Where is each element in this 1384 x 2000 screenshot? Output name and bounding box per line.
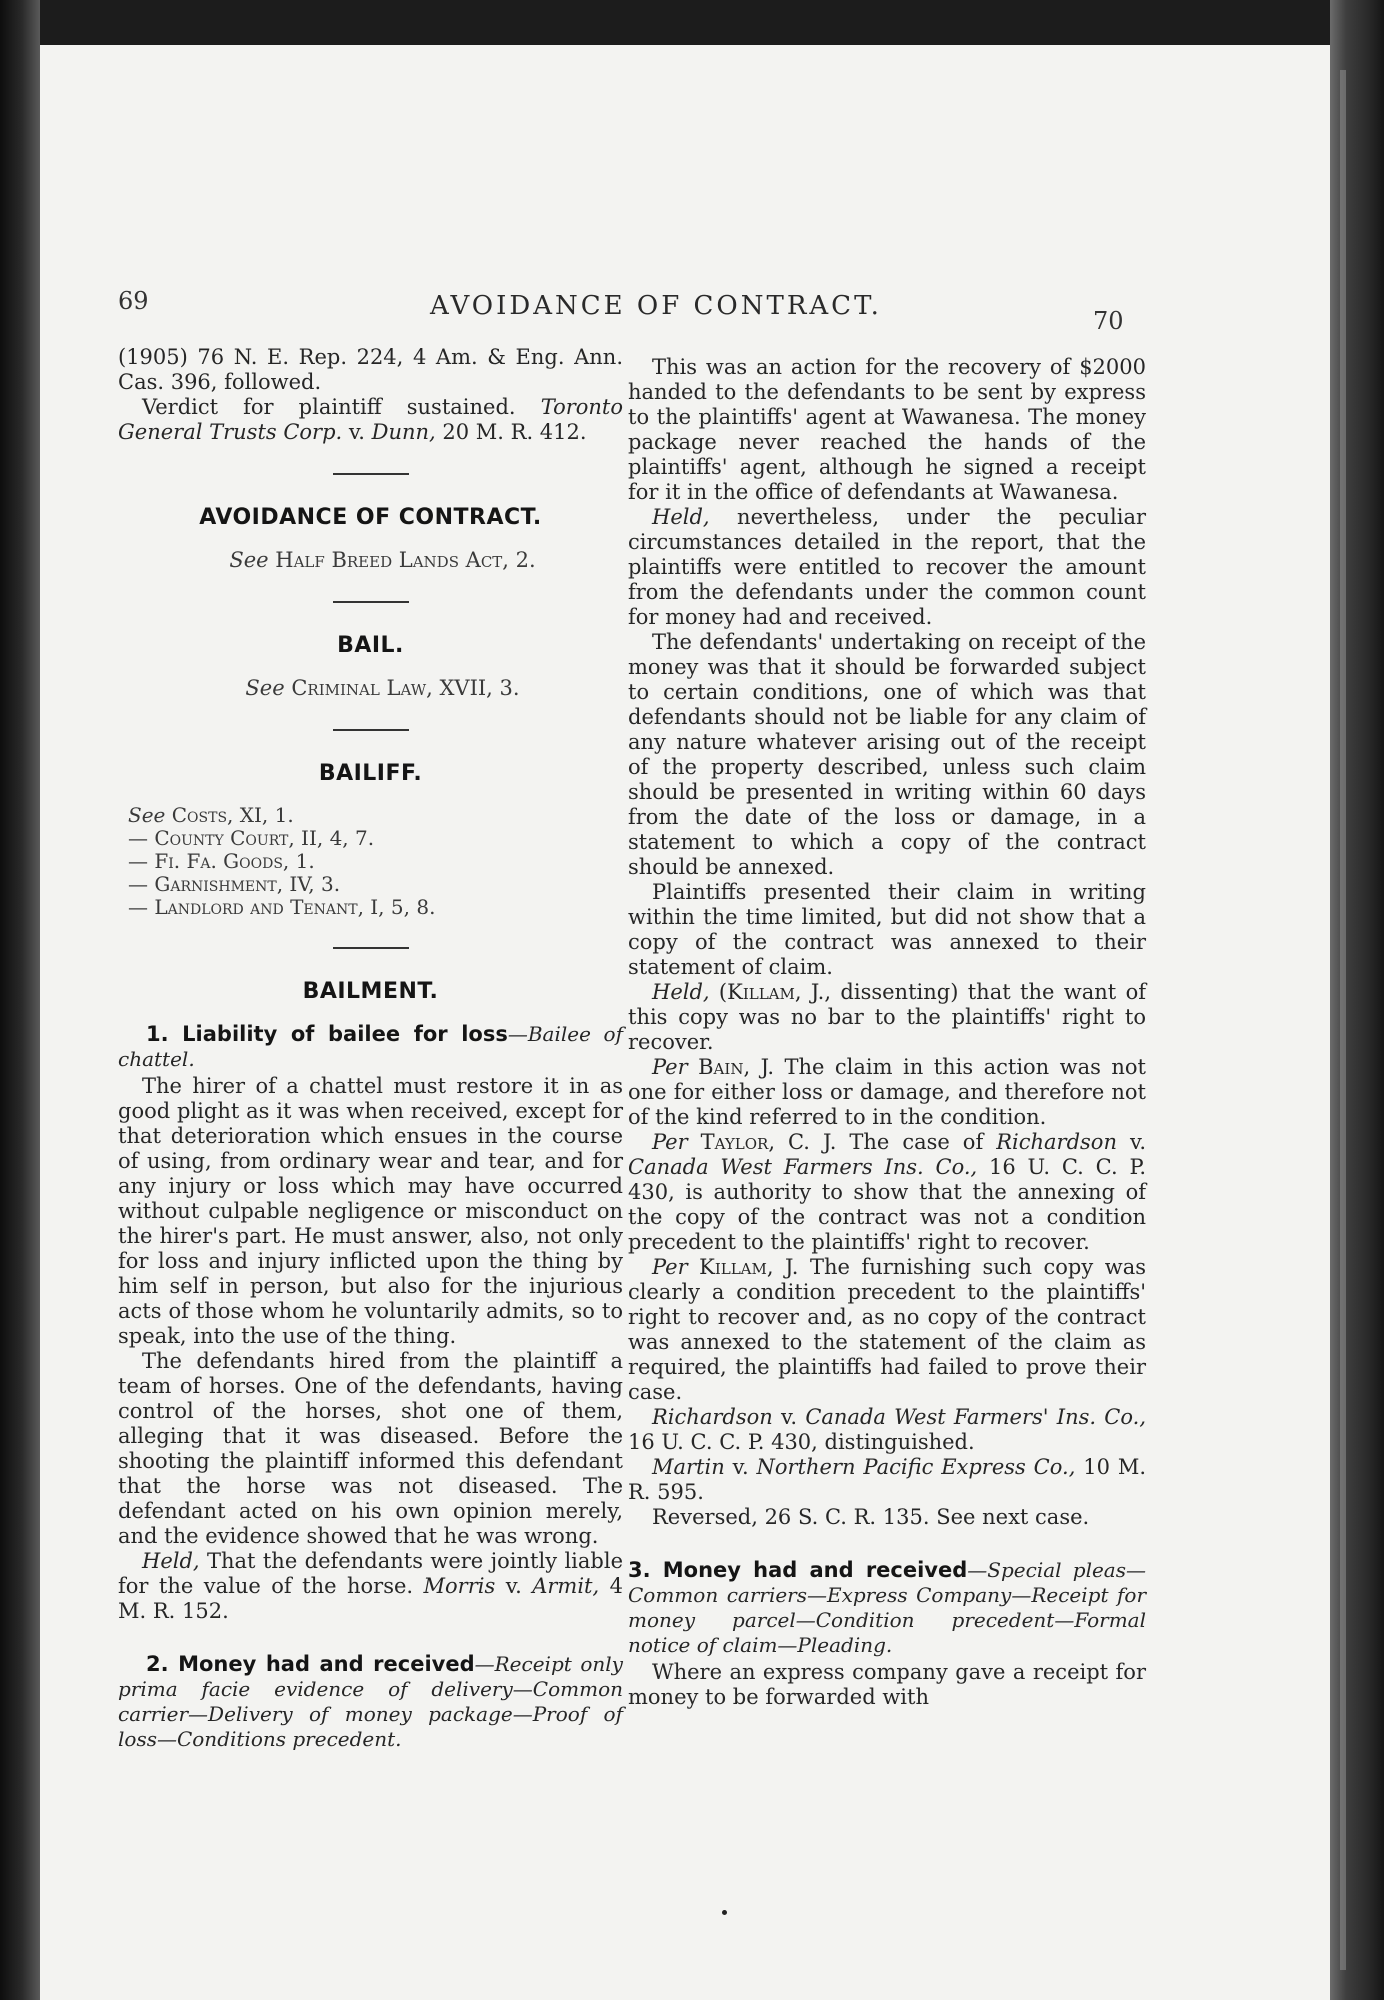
judge-name: Bain, J. (698, 1055, 775, 1079)
text: , dissenting) that the want of this copy was no bar to the plaintiffs' right to recover. (628, 980, 1147, 1054)
paragraph: Reversed, 26 S. C. R. 135. See next case. (652, 1505, 1090, 1529)
bailiff-references (118, 804, 623, 919)
party-name: Northern Pacific Express Co., (756, 1455, 1076, 1479)
section-2-heading (118, 1652, 623, 1752)
section-1-heading (118, 1022, 623, 1072)
paragraph (118, 1549, 623, 1624)
heading-avoidance: AVOIDANCE OF CONTRACT. (199, 505, 542, 530)
text: The furnishing such copy was clearly a condition precedent to the plaintiffs' right to recover and, as no copy of the contract was annexed to the statement of the claim as required, the plaintiffs had failed to prove their case. (628, 1255, 1146, 1404)
running-head (40, 245, 1330, 335)
paragraph (628, 1130, 1146, 1255)
section-subtitle: —Special pleas—Common carriers—Express Company—Receipt for money parcel—Condition precedent—Formal notice of claim—Pleading. (628, 1558, 1146, 1657)
reference-text: Costs, XI, 1. (171, 803, 294, 827)
page-number-left: 69 (118, 287, 149, 315)
case-name: Martin (652, 1455, 725, 1479)
held-label: Held, (652, 505, 710, 529)
verdict-text: Verdict for plaintiff sustained. (142, 395, 516, 419)
text: The case of (836, 1130, 997, 1154)
reference-item: — County Court, II, 4, 7. (128, 826, 375, 850)
paragraph (628, 980, 1146, 1055)
book-page (40, 45, 1330, 2000)
versus: v. (1116, 1130, 1146, 1154)
see-label: See (245, 676, 285, 700)
case-name: Toronto General Trusts Corp. (118, 395, 623, 444)
right-column (628, 355, 1146, 1710)
paragraph (628, 1405, 1146, 1455)
party-name: Canada West Farmers' Ins. Co., (805, 1405, 1146, 1429)
cross-reference (118, 548, 623, 573)
divider (333, 601, 409, 603)
see-label: See (229, 548, 269, 572)
paragraph (628, 1255, 1146, 1405)
versus: v. (772, 1405, 806, 1429)
page-number-right: 70 (1093, 307, 1124, 335)
citation: 4 M. R. 152. (118, 1574, 623, 1623)
judge-name: Killam, J. (727, 980, 825, 1004)
reference-text: Criminal Law, XVII, 3. (291, 676, 520, 700)
page-edge-stripe (1340, 70, 1346, 1970)
reference-item: — Fi. Fa. Goods, 1. (128, 849, 315, 873)
left-column (118, 345, 623, 1754)
text: 16 U. C. C. P. 430, is authority to show that the annexing of the copy of the contract was not a condition precedent to the plaintiffs' right to recover. (628, 1155, 1146, 1254)
paragraph: The hirer of a chattel must restore it in as good plight as it was when received, except for that deterioration which ensues in the course of using, from ordinary wear and tear, and for any injury or loss which may have occurred without culpable negligence or misconduct on the hirer's part. He must answer, also, not only for loss and injury inflicted upon the thing by him self in person, but also for the injurious acts of those whom he voluntarily admits, so to speak, into the use of the thing. (118, 1074, 623, 1348)
print-speck (722, 1910, 727, 1915)
section-3-heading (628, 1558, 1146, 1658)
divider (333, 729, 409, 731)
divider (333, 473, 409, 475)
versus: v. (495, 1574, 533, 1598)
section-title: 3. Money had and received (628, 1558, 968, 1582)
section-title: 2. Money had and received (146, 1652, 475, 1676)
versus: v. (342, 420, 372, 444)
running-title: AVOIDANCE OF CONTRACT. (430, 291, 882, 321)
text: 16 U. C. C. P. 430, distinguished. (628, 1430, 975, 1454)
judge-name: Taylor, C. J. (700, 1130, 837, 1154)
per-label: Per (652, 1255, 688, 1279)
held-text: nevertheless, under the peculiar circumstances detailed in the report, that the plaintiffs were entitled to recover the amount from the defendants under the common count for money had and received. (628, 505, 1146, 629)
section-subtitle: —Bailee of chattel. (118, 1022, 623, 1071)
heading-bailment: BAILMENT. (302, 979, 439, 1004)
judge-name: Killam, J. (699, 1255, 799, 1279)
per-label: Per (652, 1130, 688, 1154)
intro-verdict (118, 395, 623, 445)
reference-text: Half Breed Lands Act, 2. (275, 548, 536, 572)
section-subtitle: —Receipt only prima facie evidence of delivery—Common carrier—Delivery of money package—Proof of loss—Conditions precedent. (118, 1652, 623, 1751)
party-name: Canada West Farmers Ins. Co., (628, 1155, 978, 1179)
text: The claim in this action was not one for either loss or damage, and therefore not of the kind referred to in the condition. (628, 1055, 1146, 1129)
paragraph (628, 1055, 1146, 1130)
citation: 20 M. R. 412. (435, 420, 587, 444)
reference-item: — Garnishment, IV, 3. (128, 872, 341, 896)
versus: v. (724, 1455, 757, 1479)
book-edge-right (1330, 0, 1384, 2000)
party-name: Dunn, (371, 420, 436, 444)
reference-item (128, 804, 623, 827)
case-name: Richardson (652, 1405, 773, 1429)
paragraph (628, 1455, 1146, 1505)
text: ( (709, 980, 728, 1004)
paragraph (628, 505, 1146, 630)
reference-item: — Landlord and Tenant, I, 5, 8. (128, 895, 436, 919)
held-label: Held, (142, 1549, 200, 1573)
heading-bailiff: BAILIFF. (318, 761, 423, 786)
see-label: See (128, 803, 166, 827)
held-text: That the defendants were jointly liable for the value of the horse. (118, 1549, 623, 1598)
party-name: Armit, (532, 1574, 600, 1598)
paragraph: The defendants' undertaking on receipt of the money was that it should be forwarded subject to certain conditions, one of which was that defendants should not be liable for any claim of any nature whatever arising out of the receipt of the property described, unless such claim should be presented in writing within 60 days from the date of the loss or damage, in a statement to which a copy of the contract should be annexed. (628, 630, 1146, 879)
held-label: Held, (652, 980, 710, 1004)
case-name: Morris (423, 1574, 496, 1598)
paragraph: Plaintiffs presented their claim in writing within the time limited, but did not show that a copy of the contract was annexed to their statement of claim. (628, 880, 1146, 979)
per-label: Per (652, 1055, 688, 1079)
paragraph: This was an action for the recovery of $2000 handed to the defendants to be sent by express to the plaintiffs' agent at Wawanesa. The money package never reached the hands of the plaintiffs' agent, although he signed a receipt for it in the office of defendants at Wawanesa. (628, 355, 1146, 504)
heading-bail: BAIL. (337, 633, 404, 658)
case-name: Richardson (996, 1130, 1117, 1154)
section-title: 1. Liability of bailee for loss (146, 1022, 508, 1046)
text: 10 M. R. 595. (628, 1455, 1147, 1504)
divider (333, 947, 409, 949)
paragraph: Where an express company gave a receipt for money to be forwarded with (628, 1660, 1146, 1709)
intro-citation: (1905) 76 N. E. Rep. 224, 4 Am. & Eng. Ann. Cas. 396, followed. (118, 345, 623, 394)
paragraph: The defendants hired from the plaintiff a team of horses. One of the defendants, having control of the horses, shot one of them, alleging that it was diseased. Before the shooting the plaintiff informed this defendant that the horse was not diseased. The defendant acted on his own opinion merely, and the evidence showed that he was wrong. (118, 1349, 623, 1548)
book-gutter-left (0, 0, 40, 2000)
cross-reference (118, 676, 623, 701)
